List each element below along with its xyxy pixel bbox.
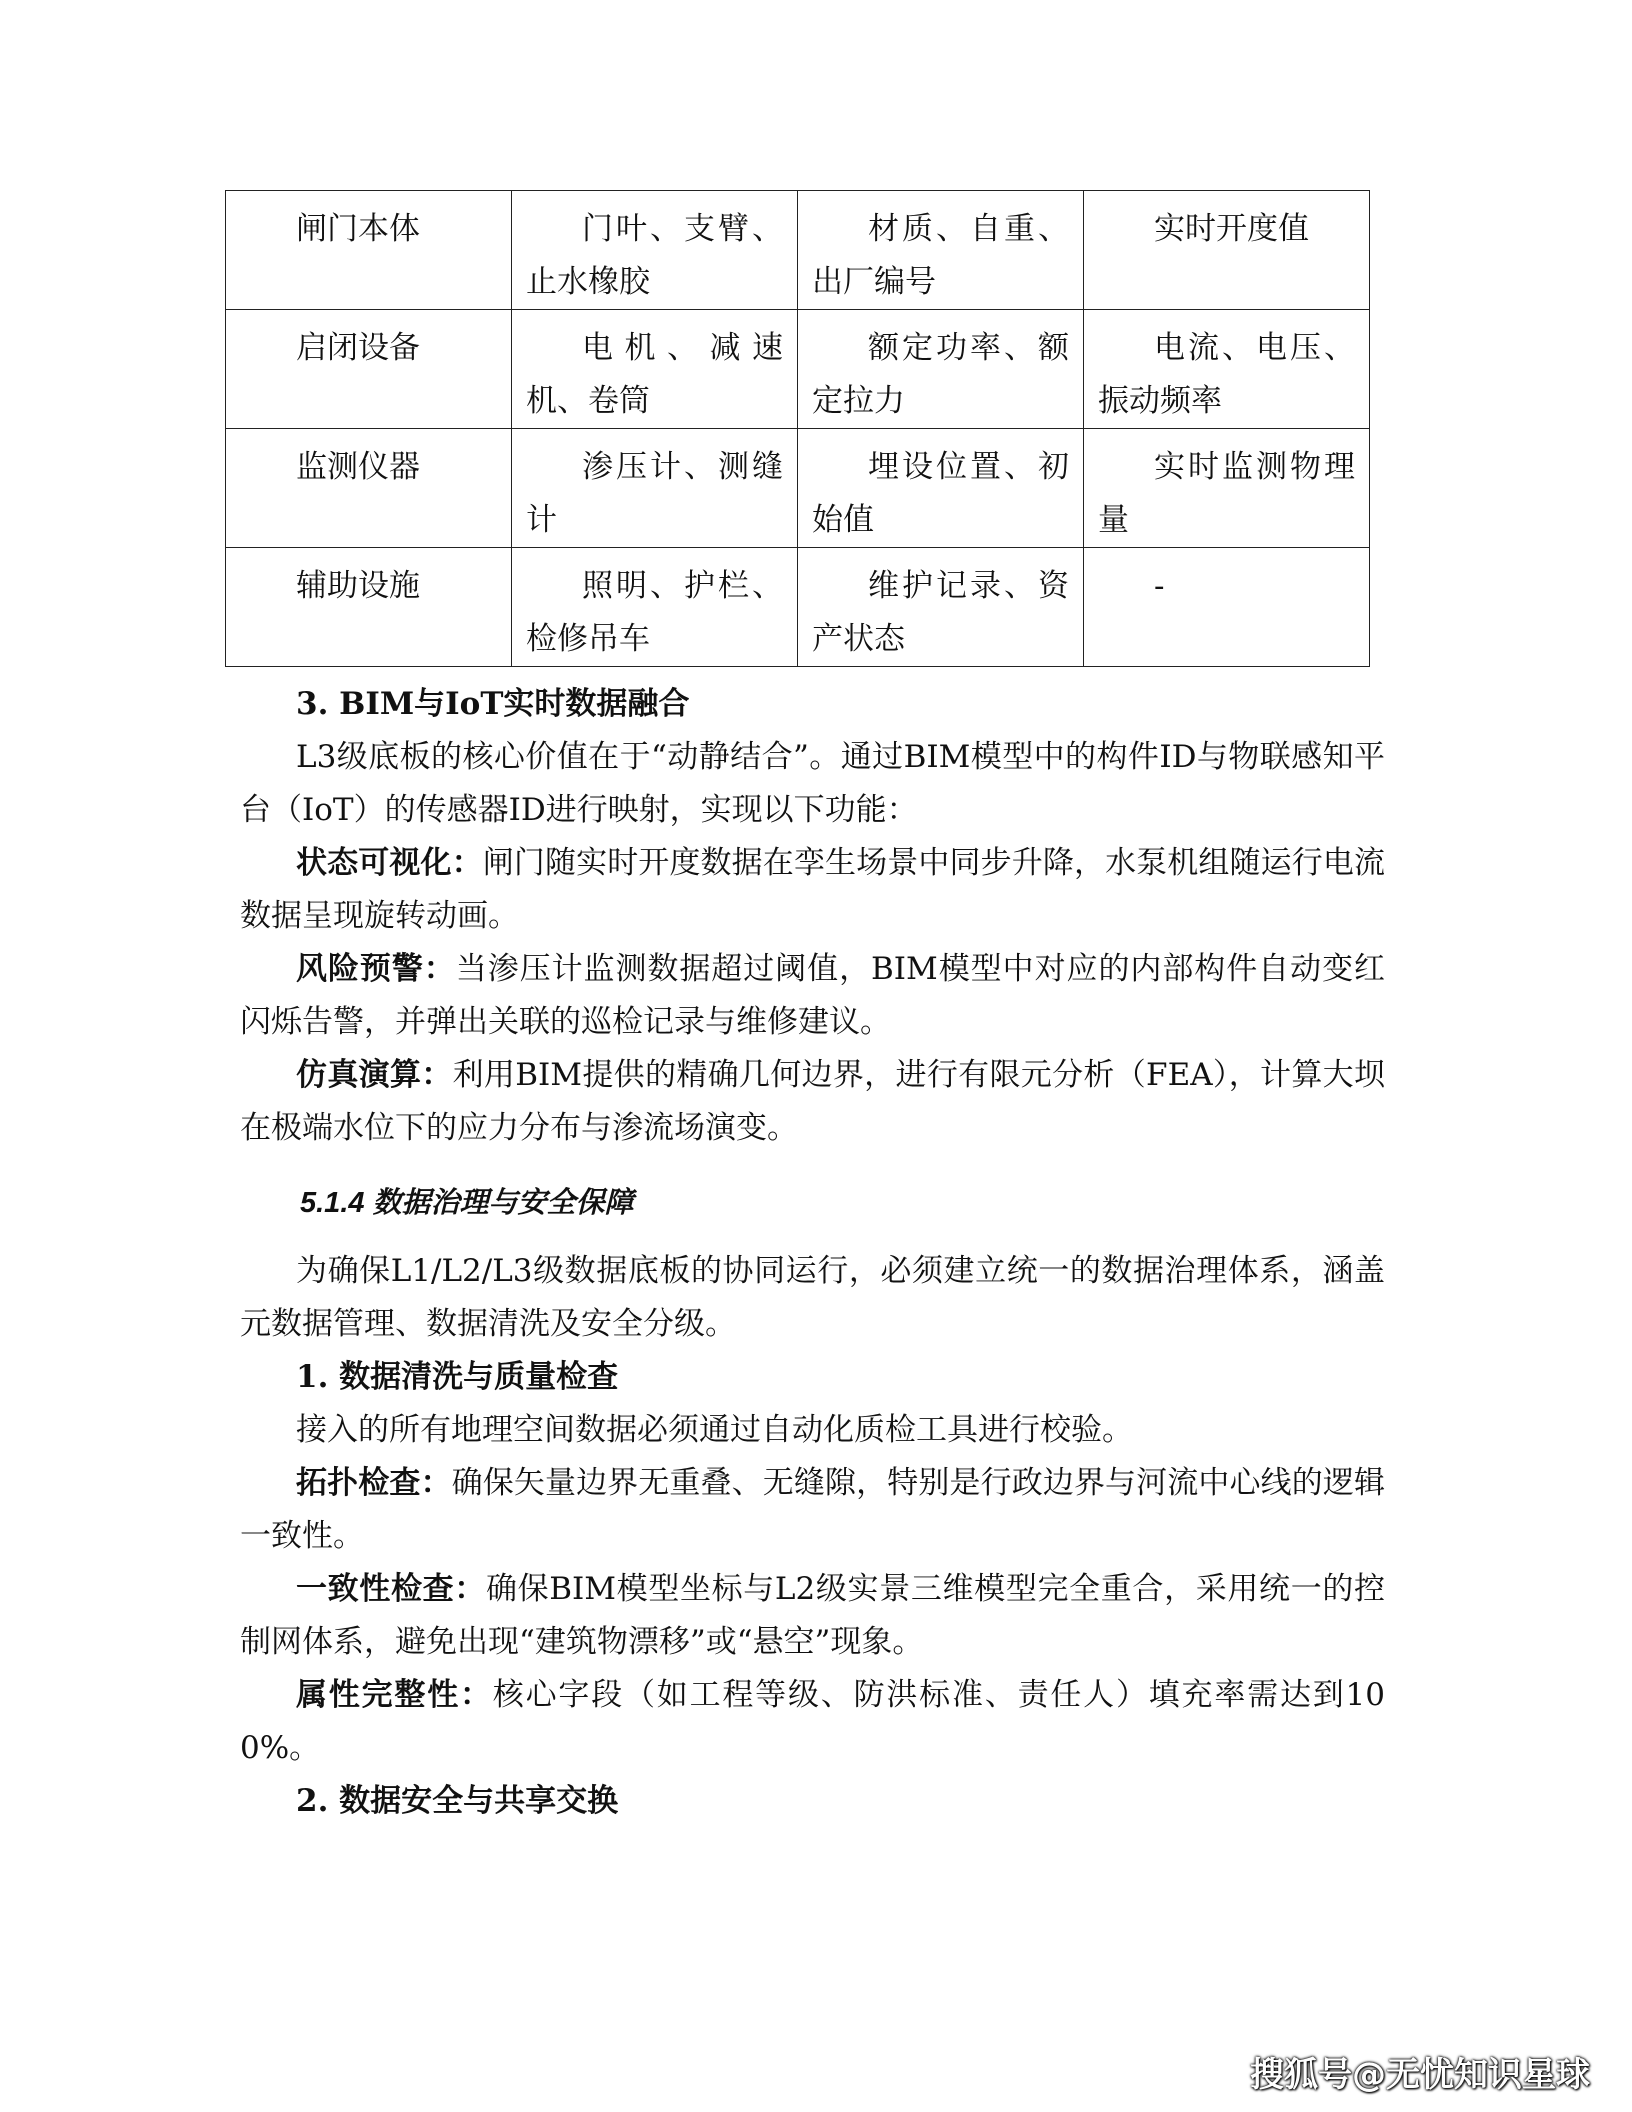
item-text: 利用BIM提供的精确几何边界，进行有限元分析（FEA），计算大坝在极端水位下的应力分布与渗流场演变。 <box>240 1057 1385 1146</box>
asset-attribute-table <box>225 190 1370 667</box>
paragraph: L3级底板的核心价值在于“动静结合”。通过BIM模型中的构件ID与物联感知平台（IoT）的传感器ID进行映射，实现以下功能： <box>240 739 1385 828</box>
section-heading: 2. 数据安全与共享交换 <box>296 1783 619 1819</box>
table-cell: 闸门本体 <box>226 191 512 310</box>
table-cell: 额定功率、额定拉力 <box>798 310 1084 429</box>
item-label: 拓扑检查： <box>296 1465 452 1501</box>
table-cell: - <box>1084 548 1370 667</box>
item-text: 闸门随实时开度数据在孪生场景中同步升降，水泵机组随运行电流数据呈现旋转动画。 <box>240 845 1386 934</box>
table-cell: 监测仪器 <box>226 429 512 548</box>
table-cell: 材质、自重、出厂编号 <box>798 191 1084 310</box>
item-text: 确保BIM模型坐标与L2级实景三维模型完全重合，采用统一的控制网体系，避免出现“建筑物漂移”或“悬空”现象。 <box>240 1571 1386 1660</box>
item-label: 状态可视化： <box>296 845 483 881</box>
table-cell: 维护记录、资产状态 <box>798 548 1084 667</box>
table-row <box>226 310 1370 429</box>
table-row <box>226 429 1370 548</box>
table-cell: 电流、电压、振动频率 <box>1084 310 1370 429</box>
item-label: 风险预警： <box>296 951 456 987</box>
paragraph-item <box>240 943 1385 1049</box>
table-cell: 门叶、支臂、止水橡胶 <box>512 191 798 310</box>
table-row <box>226 191 1370 310</box>
paragraph-item <box>240 837 1385 943</box>
paragraph-item <box>240 1563 1385 1669</box>
paragraph-item <box>240 1457 1385 1563</box>
table-cell: 辅助设施 <box>226 548 512 667</box>
item-text: 确保矢量边界无重叠、无缝隙，特别是行政边界与河流中心线的逻辑一致性。 <box>240 1465 1386 1554</box>
watermark: 搜狐号@无忧知识星球 <box>1250 2055 1590 2095</box>
item-label: 属性完整性： <box>296 1677 493 1713</box>
table-cell: 启闭设备 <box>226 310 512 429</box>
table-cell: 渗压计、测缝计 <box>512 429 798 548</box>
subsection-heading: 5.1.4 数据治理与安全保障 <box>300 1187 634 1219</box>
paragraph: 接入的所有地理空间数据必须通过自动化质检工具进行校验。 <box>296 1412 1133 1448</box>
table-cell: 照明、护栏、检修吊车 <box>512 548 798 667</box>
item-text: 核心字段（如工程等级、防洪标准、责任人）填充率需达到100%。 <box>240 1677 1385 1766</box>
table-cell: 实时监测物理量 <box>1084 429 1370 548</box>
item-text: 当渗压计监测数据超过阈值，BIM模型中对应的内部构件自动变红闪烁告警，并弹出关联的巡检记录与维修建议。 <box>240 951 1386 1040</box>
table-row <box>226 548 1370 667</box>
section-heading: 1. 数据清洗与质量检查 <box>296 1359 619 1395</box>
item-label: 仿真演算： <box>296 1057 453 1093</box>
section-heading: 3. BIM与IoT实时数据融合 <box>296 686 690 722</box>
table-cell: 实时开度值 <box>1084 191 1370 310</box>
paragraph-item <box>240 1669 1385 1775</box>
paragraph: 为确保L1/L2/L3级数据底板的协同运行，必须建立统一的数据治理体系，涵盖元数据管理、数据清洗及安全分级。 <box>240 1253 1385 1342</box>
item-label: 一致性检查： <box>296 1571 486 1607</box>
table-cell: 埋设位置、初始值 <box>798 429 1084 548</box>
table-cell: 电 机 、 减 速 机、卷筒 <box>512 310 798 429</box>
paragraph-item <box>240 1049 1385 1155</box>
